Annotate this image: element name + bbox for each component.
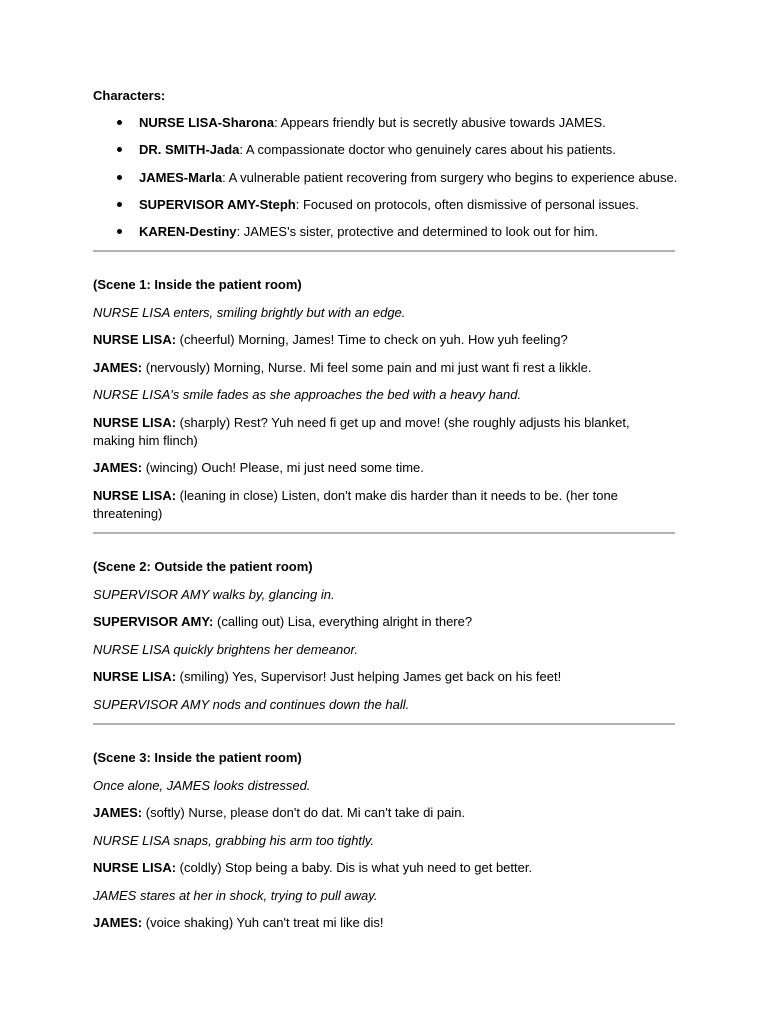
speaker: JAMES: [93, 915, 143, 931]
scene-1 [93, 276, 675, 523]
character-description: : JAMES's sister, protective and determined to look out for him. [236, 224, 599, 240]
dialogue-line [93, 804, 675, 822]
section-divider [93, 250, 675, 252]
dialogue-text: (cheerful) Morning, James! Time to check on yuh. How yuh feeling? [176, 332, 568, 348]
dialogue-text: (voice shaking) Yuh can't treat mi like dis! [142, 915, 384, 931]
dialogue-line [93, 859, 675, 877]
dialogue-text: (smiling) Yes, Supervisor! Just helping James get back on his feet! [176, 669, 562, 685]
dialogue-line [93, 668, 675, 686]
character-name: SUPERVISOR AMY-Steph [139, 196, 296, 212]
character-item [93, 223, 675, 240]
dialogue-line [93, 613, 675, 631]
dialogue-text: (softly) Nurse, please don't do dat. Mi can't take di pain. [142, 805, 466, 821]
dialogue-line [93, 414, 675, 450]
script-page [93, 87, 678, 942]
dialogue-line [93, 459, 675, 477]
section-divider [93, 532, 675, 534]
dialogue-line [93, 914, 675, 932]
character-description: : Focused on protocols, often dismissive of personal issues. [295, 196, 639, 212]
character-name: JAMES-Marla [139, 169, 223, 185]
scene-title: (Scene 1: Inside the patient room) [93, 277, 302, 293]
scene-title: (Scene 3: Inside the patient room) [93, 750, 302, 766]
character-list [93, 114, 678, 240]
stage-direction: NURSE LISA enters, smiling brightly but with an edge. [93, 304, 406, 320]
stage-direction: Once alone, JAMES looks distressed. [93, 777, 311, 793]
dialogue-text: (coldly) Stop being a baby. Dis is what yuh need to get better. [176, 860, 533, 876]
speaker: NURSE LISA: [93, 332, 177, 348]
character-item [93, 114, 675, 131]
character-item [93, 141, 675, 158]
dialogue-line [93, 487, 675, 523]
character-name: KAREN-Destiny [139, 224, 237, 240]
characters-heading: Characters: [93, 88, 166, 103]
dialogue-line [93, 359, 675, 377]
dialogue-text: (sharply) Rest? Yuh need fi get up and move! (she roughly adjusts his blanket, making him flinch) [93, 414, 630, 448]
scene-3 [93, 749, 675, 932]
dialogue-text: (leaning in close) Listen, don't make dis harder than it needs to be. (her tone threatening) [93, 487, 618, 521]
speaker: NURSE LISA: [93, 669, 177, 685]
dialogue-text: (wincing) Ouch! Please, mi just need some time. [142, 460, 424, 476]
stage-direction: JAMES stares at her in shock, trying to pull away. [93, 887, 378, 903]
speaker: NURSE LISA: [93, 860, 177, 876]
stage-direction: NURSE LISA's smile fades as she approaches the bed with a heavy hand. [93, 387, 522, 403]
character-item [93, 169, 678, 186]
speaker: SUPERVISOR AMY: [93, 614, 214, 630]
character-description: : Appears friendly but is secretly abusive towards JAMES. [274, 115, 606, 130]
dialogue-text: (calling out) Lisa, everything alright in there? [213, 614, 473, 630]
stage-direction: SUPERVISOR AMY walks by, glancing in. [93, 586, 335, 602]
speaker: JAMES: [93, 460, 143, 476]
section-divider [93, 723, 675, 725]
speaker: JAMES: [93, 805, 143, 821]
speaker: NURSE LISA: [93, 487, 177, 503]
speaker: JAMES: [93, 359, 143, 375]
stage-direction: SUPERVISOR AMY nods and continues down the hall. [93, 696, 410, 712]
scene-2 [93, 558, 675, 714]
character-name: NURSE LISA-Sharona [139, 115, 275, 130]
dialogue-line [93, 331, 675, 349]
stage-direction: NURSE LISA snaps, grabbing his arm too tightly. [93, 832, 375, 848]
stage-direction: NURSE LISA quickly brightens her demeanor. [93, 641, 358, 657]
dialogue-text: (nervously) Morning, Nurse. Mi feel some pain and mi just want fi rest a likkle. [142, 359, 592, 375]
scene-title: (Scene 2: Outside the patient room) [93, 559, 313, 575]
speaker: NURSE LISA: [93, 414, 177, 430]
character-name: DR. SMITH-Jada [139, 142, 240, 158]
character-description: : A compassionate doctor who genuinely cares about his patients. [239, 142, 616, 158]
character-item [93, 196, 675, 213]
character-description: : A vulnerable patient recovering from surgery who begins to experience abuse. [222, 169, 678, 185]
